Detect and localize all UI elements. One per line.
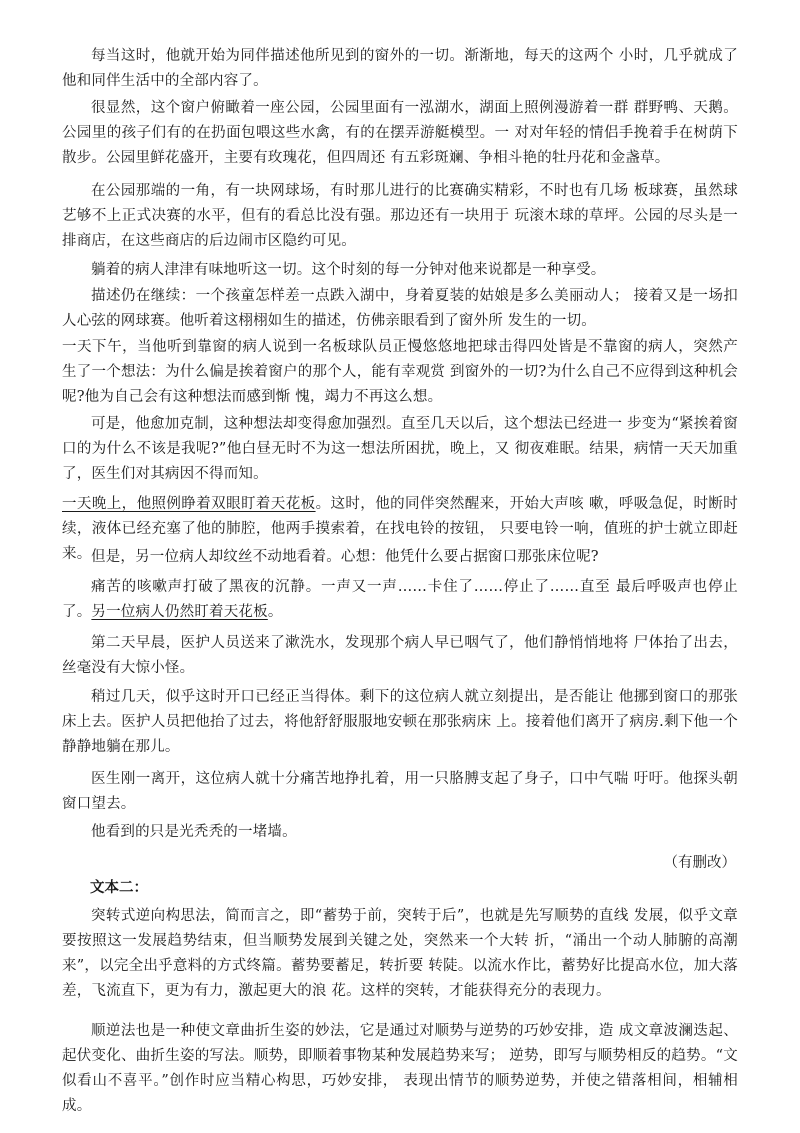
paragraph: 每当这时，他就开始为同伴描述他所见到的窗外的一切。渐渐地，每天的这两个 小时，几乎就成了他和同伴生活中的全部内容了。 <box>62 48 738 89</box>
paragraph: 很显然，这个窗户俯瞰着一座公园，公园里面有一泓湖水，湖面上照例漫游着一群 群野鸭、天鹅。公园里的孩子们有的在扔面包喂这些水禽，有的在摆弄游艇模型。一 对对年轻的情侣手挽着手在树荫下散步。公园里鲜花盛开，主要有玫瑰花，但四周还 有五彩斑斓、争相斗艳的牡丹花和金盏草。 <box>62 100 738 166</box>
paragraph: 躺着的病人津津有味地听这一切。这个时刻的每一分钟对他来说都是一种享受。 <box>91 262 606 278</box>
paragraph: 在公园那端的一角，有一块网球场，有时那儿进行的比赛确实精彩，不时也有几场 板球赛，虽然球艺够不上正式决赛的水平，但有的看总比没有强。那边还有一块用于 玩滚木球的草坪。公园的尽头是一排商店，在这些商店的后边闹市区隐约可见。 <box>62 183 738 249</box>
paragraph: 可是，他愈加克制，这种想法却变得愈加强烈。直至几天以后，这个想法已经进一 步变为“紧挨着窗口的为什么不该是我呢?”他白昼无时不为这一想法所困扰，晚上，又 彻夜难眠。结果，病情一天天加重了，医生们对其病因不得而知。 <box>62 416 738 482</box>
paragraph: 第二天早晨，医护人员送来了漱洗水，发现那个病人早已咽气了，他们静悄悄地将 尸体抬了出去，丝毫没有大惊小怪。 <box>62 635 738 676</box>
paragraph: 医生刚一离开，这位病人就十分痛苦地挣扎着，用一只胳膊支起了身子，口中气喘 吁吁。他探头朝窗口望去。 <box>62 771 738 812</box>
underlined-sentence: 另一位病人仍然盯着天花板 <box>91 604 268 620</box>
paragraph-text: 痛苦的咳嗽声打破了黑夜的沉静。一声又一声……卡住了……停止了……直至 最后呼吸声也停止了。 <box>62 579 738 620</box>
paragraph: 顺逆法也是一种使文章曲折生姿的妙法，它是通过对顺势与逆势的巧妙安排，造 成文章波澜迭起、起伏变化、曲折生姿的写法。顺势，即顺着事物某种发展趋势来写； 逆势，即写与顺势相反的趋势。“文似看山不喜平。”创作时应当精心构思，巧妙安排， 表现出情节的顺势逆势，并使之错落相间，相辅相成。 <box>62 1023 738 1114</box>
paragraph: 但是，另一位病人却纹丝不动地看着。心想：他凭什么要占据窗口那张床位呢? <box>91 549 599 565</box>
section-heading: 文本二： <box>90 880 148 896</box>
edit-note: （有删改） <box>663 855 736 871</box>
paragraph: 一天下午，当他听到靠窗的病人说到一名板球队员正慢悠悠地把球击得四处皆是不靠窗的病人，突然产生了一个想法：为什么偏是挨着窗户的那个人，能有幸观赏 到窗外的一切?为什么自己不应得到这种机会呢?他为自己会有这种想法而感到惭 愧，竭力不再这么想。 <box>62 339 738 405</box>
paragraph: 他看到的只是光秃秃的一堵墙。 <box>91 824 297 840</box>
paragraph-text: 。 <box>267 604 283 620</box>
paragraph: 稍过几天，似乎这时开口已经正当得体。剩下的这位病人就立刻提出，是否能让 他挪到窗口的那张床上去。医护人员把他抬了过去，将他舒舒服服地安顿在那张病床 上。接着他们离开了病房.剩下他一个静静地躺在那儿。 <box>62 689 738 755</box>
underlined-sentence: 一天晚上，他照例睁着双眼盯着天花板 <box>62 496 316 512</box>
paragraph <box>62 575 738 625</box>
paragraph-text: 。这时，他的同伴突然醒来，开始大声咳 嗽，呼吸急促，时断时续，液体已经充塞了他的肺腔，他两手摸索着，在找电铃的按钮， 只要电铃一响，值班的护士就立即赶来。 <box>62 496 738 562</box>
paragraph: 描述仍在继续：一个孩童怎样差一点跌入湖中，身着夏装的姑娘是多么美丽动人； 接着又是一场扣人心弦的网球赛。他听着这栩栩如生的描述，仿佛亲眼看到了窗外所 发生的一切。 <box>62 288 738 329</box>
paragraph: 突转式逆向构思法，简而言之，即“蓄势于前，突转于后”，也就是先写顺势的直线 发展，似乎文章要按照这一发展趋势结束，但当顺势发展到关键之处，突然来一个大转 折，“涌出一个动人肺腑的高潮来”，以完全出乎意料的方式终篇。蓄势要蓄足，转折要 转陡。以流水作比，蓄势好比提高水位，加大落差，飞流直下，更为有力，激起更大的浪 花。这样的突转，才能获得充分的表现力。 <box>62 908 738 999</box>
